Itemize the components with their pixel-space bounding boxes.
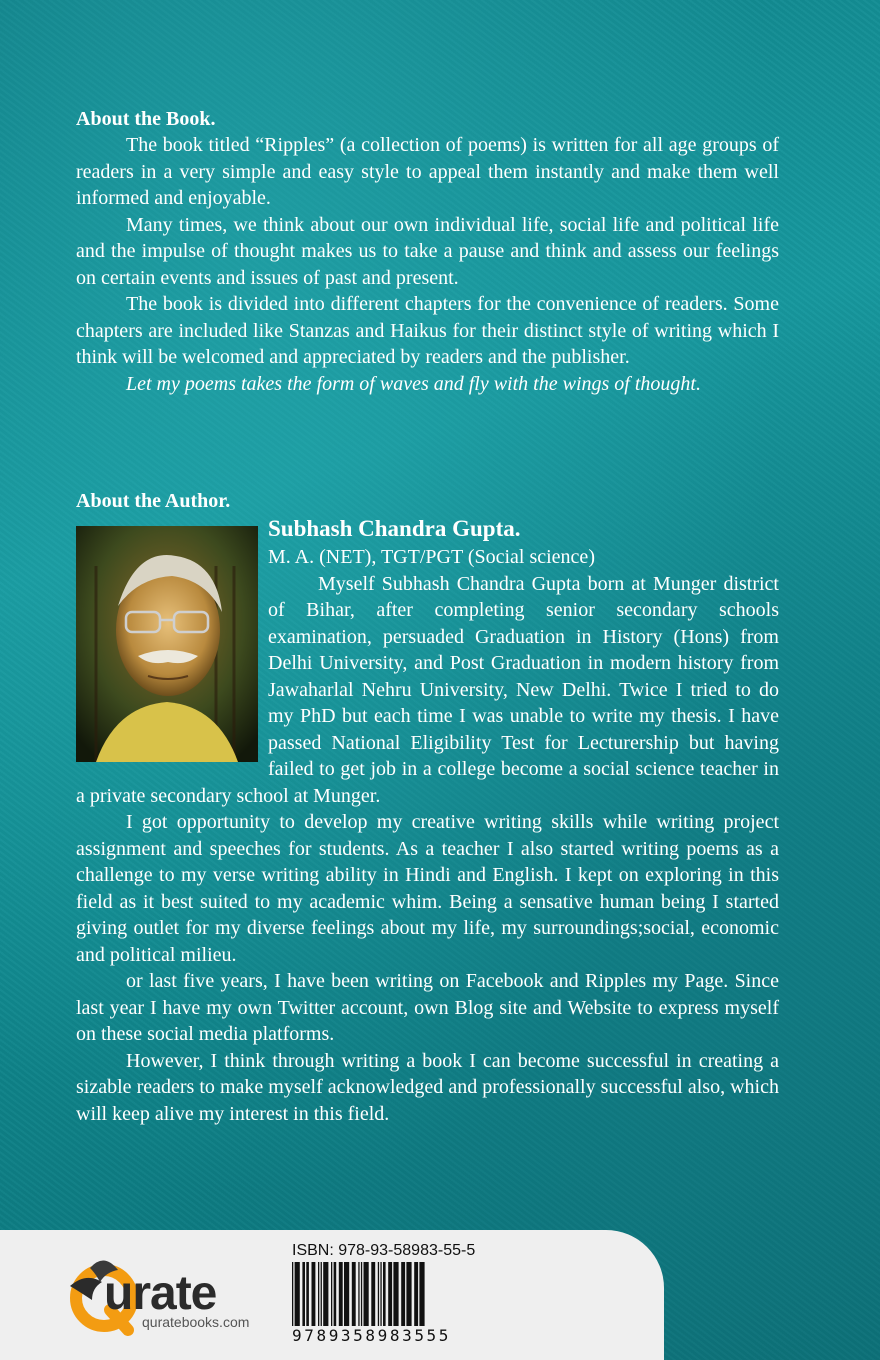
book-closing-line: Let my poems takes the form of waves and fly with the wings of thought. <box>126 372 701 395</box>
isbn-label: ISBN: 978-93-58983-55-5 <box>292 1242 476 1259</box>
about-author-section <box>76 488 779 1127</box>
author-paragraph-1: I got opportunity to develop my creative writing skills while writing project assignment and speeches for students. As a teacher I also started writing poems as a challenge to my verse writing ability in Hindi and English. I kept on exploring in this field as it best suited to my academic whim. Being a sensative human being I started giving outlet for my diverse feelings about my life, my surroundings;social, economic and political milieu. <box>76 811 779 966</box>
author-bio-intro: Myself Subhash Chandra Gupta born at Munger district of Bihar, after completing senior secondary schools examination, persuaded Graduation in History (Hons) from Delhi University, and Post Graduation in modern history from Jawaharlal Nehru University, New Delhi. Twice I tried to do my PhD but each time I was unable to write my thesis. I have passed National Eligibility Test for Lecturership but having failed to get job in a college become a social science teacher in a private secondary school at Munger. <box>76 572 779 807</box>
author-paragraph-3: However, I think through writing a book I can become successful in creating a sizable readers to make myself acknowledged and professionally successful also, which will keep alive my interest in this field. <box>76 1049 779 1125</box>
publisher-footer <box>0 1230 664 1360</box>
about-author-heading: About the Author. <box>76 490 231 512</box>
publisher-logo <box>66 1248 266 1348</box>
barcode-bar <box>306 1262 309 1328</box>
publisher-logo-text: urate <box>104 1267 217 1320</box>
barcode-bar <box>323 1262 328 1328</box>
barcode-bar <box>295 1262 300 1328</box>
author-photo <box>76 526 258 762</box>
barcode-bar <box>406 1262 411 1328</box>
barcode-bar <box>383 1262 386 1328</box>
barcode-bar <box>364 1262 369 1328</box>
barcode-bar <box>401 1262 405 1328</box>
book-paragraph-1: The book titled “Ripples” (a collection of poems) is written for all age groups of readers in a very simple and easy style to appeal them instantly and make them well informed and enjoyable. <box>76 134 779 209</box>
barcode-bar <box>331 1262 332 1328</box>
barcode-bar <box>318 1262 319 1328</box>
barcode-bar <box>380 1262 381 1328</box>
barcode-bar <box>414 1262 418 1328</box>
author-portrait-image <box>76 526 258 762</box>
about-book-heading: About the Book. <box>76 108 216 130</box>
book-paragraph-2: Many times, we think about our own individual life, social life and political life and the impulse of thought makes us to take a pause and think and assess our feelings on certain events and issues of past and present. <box>76 213 779 289</box>
barcode-bar <box>352 1262 356 1328</box>
barcode-digits: 9789358983555 <box>290 1326 502 1345</box>
barcode-bar <box>361 1262 362 1328</box>
barcode-bar <box>302 1262 305 1328</box>
author-qualifications: M. A. (NET), TGT/PGT (Social science) <box>268 546 595 568</box>
barcode-bar <box>393 1262 398 1328</box>
barcode-bar <box>292 1262 293 1328</box>
about-book-section <box>76 106 779 397</box>
book-paragraph-3: The book is divided into different chapters for the convenience of readers. Some chapters are included like Stanzas and Haikus for their distinct style of writing which I think will be welcomed and appreciated by readers and the publisher. <box>76 293 779 368</box>
barcode-bar <box>378 1262 379 1328</box>
barcode-bar <box>334 1262 337 1328</box>
barcode-bar <box>312 1262 316 1328</box>
barcode-bar <box>419 1262 424 1328</box>
barcode-bar <box>388 1262 392 1328</box>
author-name: Subhash Chandra Gupta. <box>268 516 521 541</box>
author-paragraph-2: or last five years, I have been writing on Facebook and Ripples my Page. Since last year I have my own Twitter account, own Blog site and Website to express myself on these social media platforms. <box>76 970 779 1045</box>
barcode-bar <box>339 1262 343 1328</box>
barcode-bar <box>344 1262 349 1328</box>
barcode-bar <box>371 1262 375 1328</box>
barcode-bar <box>321 1262 322 1328</box>
publisher-url: quratebooks.com <box>142 1314 250 1330</box>
barcode-bar <box>358 1262 359 1328</box>
